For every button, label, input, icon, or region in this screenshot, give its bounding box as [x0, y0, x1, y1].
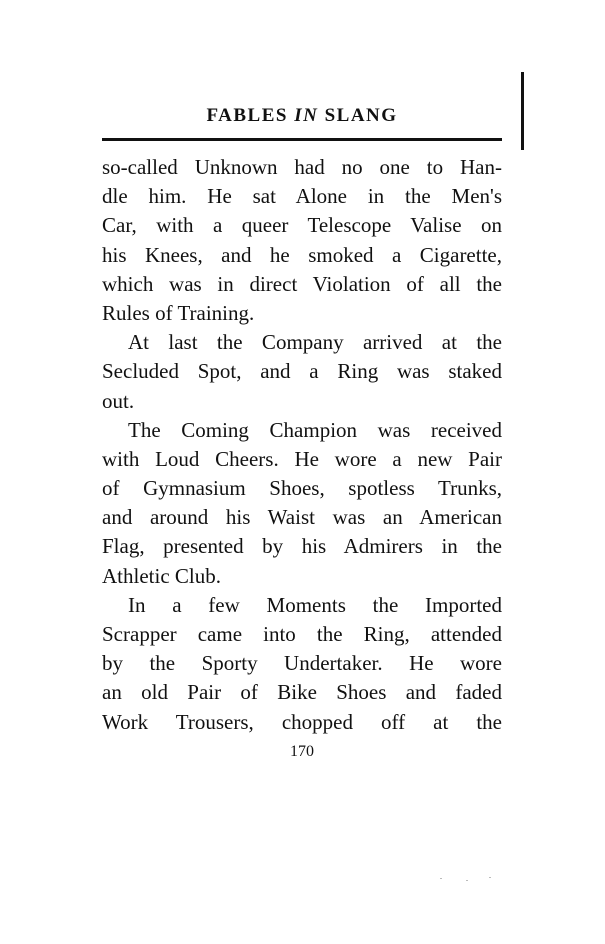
text-line: Athletic Club.	[102, 563, 221, 588]
running-head-in: IN	[294, 105, 319, 126]
text-line: Rules of Training.	[102, 300, 255, 325]
text-line: At last the Company arrived at the	[128, 330, 502, 355]
running-head	[102, 104, 502, 128]
text-line: Car, with a queer Telescope Valise on	[102, 213, 502, 238]
scan-speck	[489, 877, 491, 878]
text-line: out.	[102, 388, 135, 413]
body-text	[102, 153, 502, 737]
text-line: Flag, presented by his Admirers in the	[102, 534, 502, 559]
text-line: an old Pair of Bike Shoes and faded	[102, 680, 502, 705]
text-line: Scrapper came into the Ring, attended	[102, 622, 502, 646]
text-line: which was in direct Violation of all the	[102, 271, 502, 296]
text-line: his Knees, and he smoked a Cigarette,	[102, 242, 502, 267]
running-head-slang: SLANG	[324, 105, 398, 126]
text-line: so-called Unknown had no one to Han-	[102, 155, 502, 179]
text-line: The Coming Champion was received	[128, 417, 502, 442]
text-line: Secluded Spot, and a Ring was staked	[102, 359, 502, 384]
page-number: 170	[290, 743, 314, 760]
scan-speck	[440, 878, 442, 879]
text-line: dle him. He sat Alone in the Men's	[102, 184, 502, 209]
text-line: by the Sporty Undertaker. He wore	[102, 651, 502, 676]
text-line: with Loud Cheers. He wore a new Pair	[102, 446, 502, 471]
margin-rule	[521, 72, 524, 150]
scan-speck	[466, 880, 468, 881]
text-line: and around his Waist was an American	[102, 505, 502, 530]
text-line: In a few Moments the Imported	[128, 592, 502, 617]
running-head-fables: FABLES	[206, 105, 288, 126]
text-line: Work Trousers, chopped off at the	[102, 709, 502, 734]
text-line: of Gymnasium Shoes, spotless Trunks,	[102, 476, 502, 501]
header-rule	[102, 138, 502, 141]
